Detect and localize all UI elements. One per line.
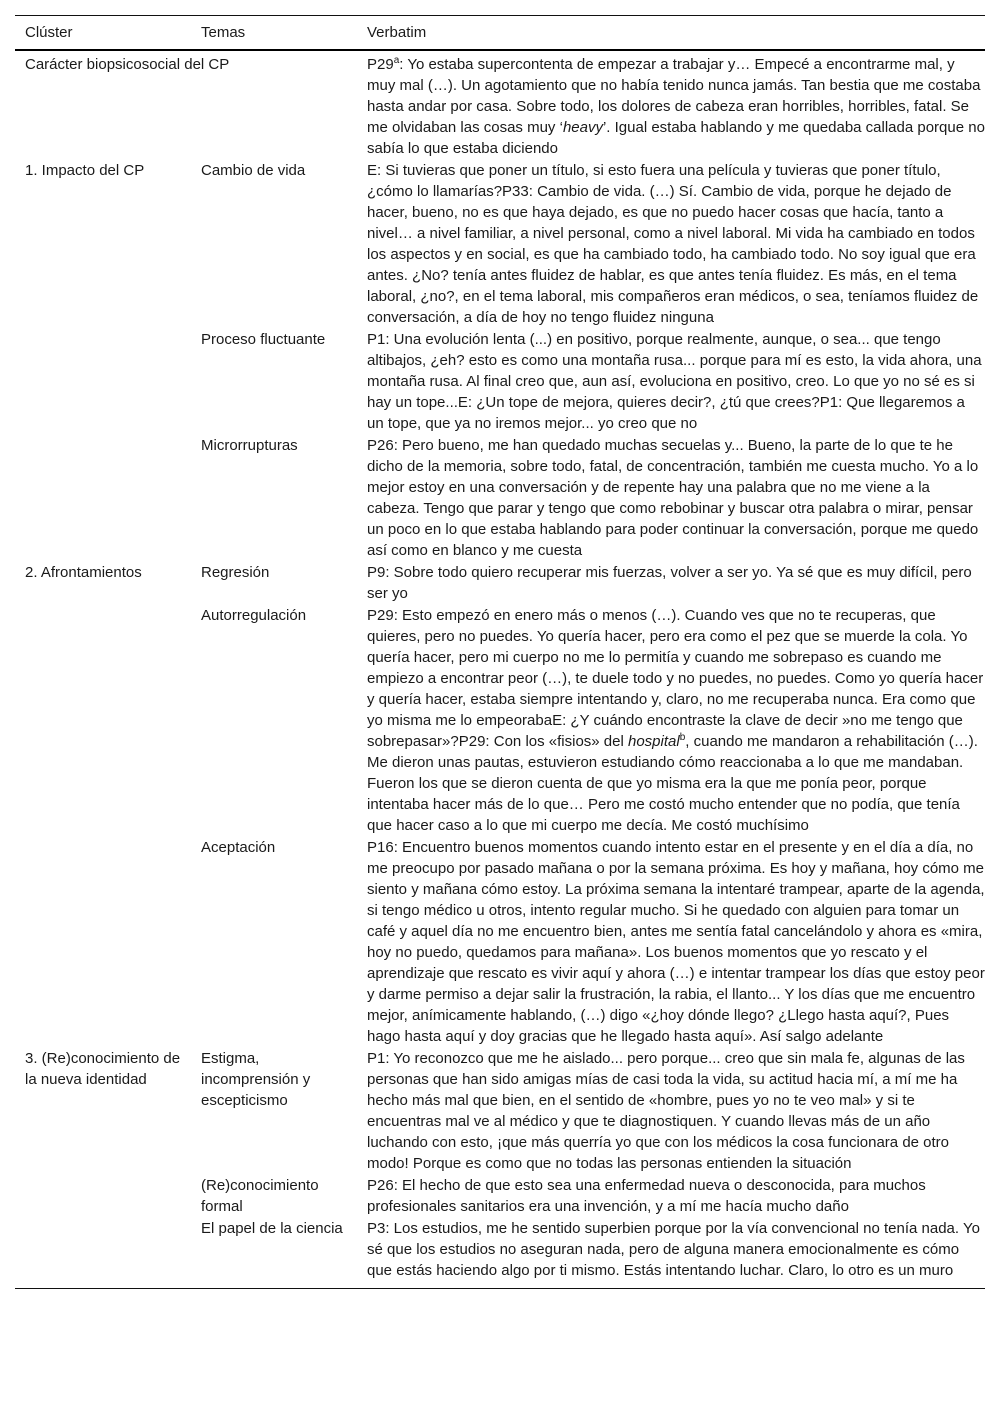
- cluster-cell: [15, 434, 191, 561]
- verbatim-cell: P9: Sobre todo quiero recuperar mis fuerzas, volver a ser yo. Ya sé que es muy difícil, pero ser yo: [367, 564, 972, 602]
- tema-cell: Cambio de vida: [201, 162, 306, 179]
- verbatim-italic: hospital: [628, 733, 680, 750]
- table-header: [15, 16, 985, 51]
- cluster-cell: 3. (Re)conocimiento de la nueva identidad: [25, 1050, 181, 1088]
- verbatim-table-container: [15, 15, 985, 1289]
- table-body: [15, 50, 985, 1289]
- verbatim-cell: P16: Encuentro buenos momentos cuando intento estar en el presente y en el día a día, no me preocupo por pasado mañana o por la semana próxima. Es hoy y mañana, hoy cómo me siento y mañana cómo estoy. La próxima semana la intentaré trampear, aparte de la agenda, si tengo médico u otros, intento regular mucho. Si he quedado con alguien para tomar un café y aquel día no me encuentro bien, antes me sentía fatal cancelándolo y ahora es «mira, hoy no puedo, quedamos para mañana». Los buenos momentos que yo rescato y el aprendizaje que rescato es vivir aquí y ahora (…) e intentar trampear los días que estoy peor y darme permiso a dejar salir la frustración, la rabia, el llanto... Y los días que me encuentro mejor, anímicamente hablando, (…) digo «¿hoy dónde llego? ¿Llego hasta aquí?, Pues hago hasta aquí y doy gracias que he llegado hasta aquí». Así salgo adelante: [367, 839, 985, 1045]
- header-cluster: Clúster: [25, 24, 73, 41]
- table-row: [15, 1047, 985, 1174]
- verbatim-text-end: , cuando me mandaron a rehabilitación (…). Me dieron unas pautas, estuvieron estudiando cómo reaccionaba a lo que me mandaban. Fueron los que se dieron cuenta de que yo misma era la que me ponía peor, porque intentaba hacer más de lo que… Pero me costó mucho entender que no podía, que tenía que hacer caso a lo que mi cuerpo me decía. Me costó muchísimo: [367, 733, 978, 834]
- cluster-cell: [15, 604, 191, 836]
- tema-cell: Aceptación: [201, 839, 276, 856]
- table-row: [15, 1174, 985, 1217]
- header-row: [15, 16, 985, 51]
- verbatim-cell: P1: Una evolución lenta (...) en positivo, porque realmente, aunque, o sea... que tengo altibajos, ¿eh? esto es como una montaña rusa... porque para mí es esto, la vida ahora, una montaña rusa. Al final creo que, aun así, evoluciona en positivo, creo. Lo que yo no sé es si hay un tope...E: ¿Un tope de mejora, quieres decir?, ¿tú que crees?P1: Que llegaremos a un tope, que ya no iremos mejor... yo creo que no: [367, 331, 982, 432]
- tema-cell: Proceso fluctuante: [201, 331, 326, 348]
- table-row: [15, 1217, 985, 1289]
- cluster-cell: 2. Afrontamientos: [25, 564, 142, 581]
- tema-cell: Microrrupturas: [201, 437, 298, 454]
- verbatim-cell: P26: El hecho de que esto sea una enfermedad nueva o desconocida, para muchos profesionales sanitarios era una invención, y a mí me hacía mucho daño: [367, 1177, 926, 1215]
- tema-cell: Estigma, incomprensión y escepticismo: [201, 1050, 311, 1109]
- header-verbatim: Verbatim: [367, 24, 427, 41]
- verbatim-cell: [357, 604, 985, 836]
- footnote-marker-b: b: [679, 732, 686, 743]
- footnote-marker-a: a: [393, 55, 400, 66]
- cluster-cell: [15, 1217, 191, 1289]
- table-row: [15, 434, 985, 561]
- table-row: [15, 50, 985, 159]
- verbatim-cell: P26: Pero bueno, me han quedado muchas secuelas y... Bueno, la parte de lo que te he dicho de la memoria, sobre todo, fatal, de concentración, también me cuesta mucho. Yo a lo mejor estoy en una conversación y de repente hay una palabra que no me viene a la cabeza. Tengo que parar y tengo que como rebobinar y buscar otra palabra o mirar, pensar un poco en lo que estaba hablando para poder continuar la conversación, porque me quedo así como en blanco y me cuesta: [367, 437, 979, 559]
- verbatim-text: : Yo estaba supercontenta de empezar a trabajar y… Empecé a encontrarme mal, y muy mal (…). Un agotamiento que no había tenido nunca jamás. Tan bestia que me costaba hasta andar por casa. Sobre todo, los dolores de cabeza eran horribles, horribles, fatal. Se me olvidaban las cosas muy ‘: [367, 56, 981, 136]
- verbatim-cell: [357, 50, 985, 159]
- verbatim-table: [15, 15, 985, 1289]
- table-row: [15, 159, 985, 328]
- tema-cell: El papel de la ciencia: [201, 1220, 343, 1237]
- verbatim-speaker: P29: [367, 56, 394, 73]
- verbatim-cell: P1: Yo reconozco que me he aislado... pero porque... creo que sin mala fe, algunas de las personas que han sido amigas mías de casi toda la vida, su actitud hacia mí, a mí me ha hecho más mal que bien, en el sentido de «hombre, pues yo no te veo mal» y si te encuentras mal ve al médico y que te diagnostiquen. Y cuando llevas más de un año luchando con esto, ¡que más querría yo que con los médicos la cosa funcionara de otro modo! Porque es como que no todas las personas entienden la situación: [367, 1050, 965, 1172]
- table-row: [15, 836, 985, 1047]
- tema-cell: Autorregulación: [201, 607, 307, 624]
- verbatim-text: P29: Esto empezó en enero más o menos (…). Cuando ves que no te recuperas, que quieres, pero no puedes. Yo quería hacer, pero era como el pez que se muerde la cola. Yo quería hacer, pero mi cuerpo no me lo permitía y cuando me sobrepaso es cuando me empiezo a encontrar peor (…), te duele todo y no puedes, no puedes. Como yo quería hacer y quería hacer, estaba siempre intentando y, claro, no me recuperaba nunca. Era como que yo misma me lo empeorabaE: ¿Y cuándo encontraste la clave de decir »no me tengo que sobrepasar»?P29: Con los «fisios» del: [367, 607, 984, 750]
- verbatim-cell: P3: Los estudios, me he sentido superbien porque por la vía convencional no tenía nada. Yo sé que los estudios no aseguran nada, pero de alguna manera emocionalmente es cómo que estás haciendo algo por ti mismo. Estás intentando luchar. Claro, lo otro es un muro: [367, 1220, 980, 1279]
- table-row: [15, 561, 985, 604]
- cluster-cell: [15, 836, 191, 1047]
- cluster-cell: 1. Impacto del CP: [25, 162, 145, 179]
- tema-cell: (Re)conocimiento formal: [201, 1177, 319, 1215]
- verbatim-cell: E: Si tuvieras que poner un título, si esto fuera una película y tuvieras que poner título, ¿cómo lo llamarías?P33: Cambio de vida. (…) Sí. Cambio de vida, porque he dejado de hacer, bueno, no es que haya dejado, es que no puedo hacer cosas que hacía, tanto a nivel… a nivel familiar, a nivel personal, como a nivel laboral. Mi vida ha cambiado en todos los aspectos y en social, es que ha cambiado todo, ha cambiado todo. No soy igual que era antes. ¿No? tenía antes fluidez de hablar, es que antes tenía fluidez. Es más, en el tema laboral, ¿no?, en el tema laboral, mis compañeros eran médicos, o sea, teníamos fluidez de conversación, a día de hoy no tengo fluidez ninguna: [367, 162, 979, 326]
- tema-cell: Regresión: [201, 564, 270, 581]
- verbatim-text-end: ’. Igual estaba hablando y me quedaba callada porque no sabía lo que estaba diciendo: [367, 119, 985, 157]
- cluster-cell: [15, 1174, 191, 1217]
- table-row: [15, 604, 985, 836]
- cluster-cell: [15, 328, 191, 434]
- table-row: [15, 328, 985, 434]
- header-temas: Temas: [201, 24, 246, 41]
- cluster-cell: Carácter biopsicosocial del CP: [25, 56, 230, 73]
- verbatim-italic: heavy: [562, 119, 603, 136]
